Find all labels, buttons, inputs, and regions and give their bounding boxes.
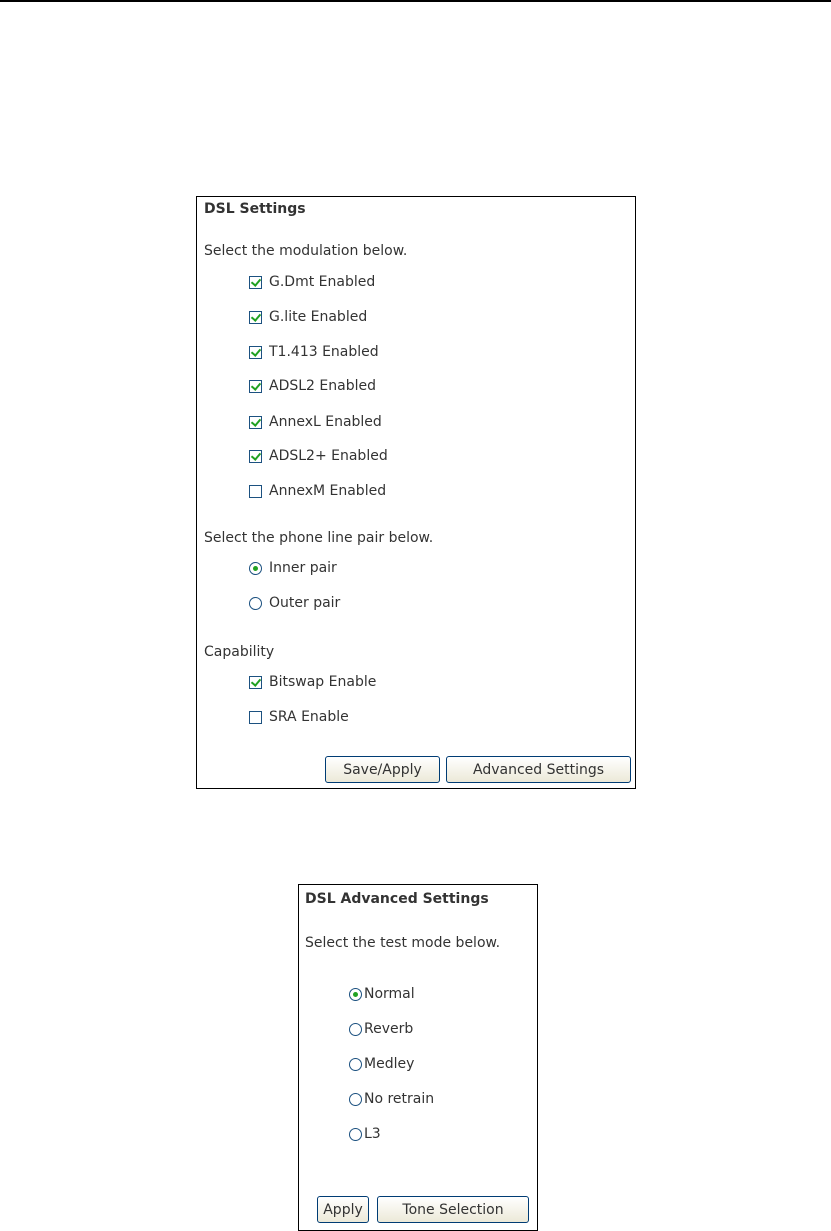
checkbox-label: G.Dmt Enabled <box>269 274 376 290</box>
capability-label: Capability <box>204 644 275 660</box>
radio-circle[interactable] <box>349 1093 362 1106</box>
checkbox-label: G.lite Enabled <box>269 309 368 325</box>
checkbox-t1413[interactable] <box>249 344 379 360</box>
radio-label: Medley <box>364 1056 415 1072</box>
radio-medley[interactable] <box>349 1056 414 1072</box>
radio-normal[interactable] <box>349 986 415 1002</box>
radio-circle[interactable] <box>349 988 362 1001</box>
checkbox-box[interactable] <box>249 416 262 429</box>
radio-circle[interactable] <box>349 1058 362 1071</box>
panel-title: DSL Advanced Settings <box>305 891 489 907</box>
radio-reverb[interactable] <box>349 1021 413 1037</box>
checkbox-label: SRA Enable <box>269 709 349 725</box>
checkbox-annexm[interactable] <box>249 483 386 499</box>
radio-label: Outer pair <box>269 595 341 611</box>
checkbox-box[interactable] <box>249 276 262 289</box>
advanced-settings-button[interactable]: Advanced Settings <box>446 756 631 783</box>
checkbox-adsl2[interactable] <box>249 378 376 394</box>
phone-pair-prompt: Select the phone line pair below. <box>204 530 434 546</box>
radio-circle[interactable] <box>349 1023 362 1036</box>
radio-circle[interactable] <box>249 562 262 575</box>
radio-outer-pair[interactable] <box>249 595 340 611</box>
dsl-advanced-settings-panel <box>298 884 538 1231</box>
checkbox-label: Bitswap Enable <box>269 674 377 690</box>
checkbox-label: ADSL2+ Enabled <box>269 448 388 464</box>
checkbox-box[interactable] <box>249 485 262 498</box>
apply-button[interactable]: Apply <box>317 1196 369 1223</box>
radio-label: L3 <box>364 1126 381 1142</box>
panel-title: DSL Settings <box>204 201 306 217</box>
radio-inner-pair[interactable] <box>249 560 337 576</box>
checkbox-glite[interactable] <box>249 309 367 325</box>
checkbox-box[interactable] <box>249 450 262 463</box>
radio-circle[interactable] <box>249 597 262 610</box>
radio-circle[interactable] <box>349 1128 362 1141</box>
top-rule <box>0 0 831 2</box>
checkbox-label: ADSL2 Enabled <box>269 378 376 394</box>
radio-label: Normal <box>364 986 415 1002</box>
checkbox-sra[interactable] <box>249 709 349 725</box>
modulation-prompt: Select the modulation below. <box>204 243 408 259</box>
checkbox-box[interactable] <box>249 346 262 359</box>
checkbox-box[interactable] <box>249 676 262 689</box>
save-apply-button[interactable]: Save/Apply <box>325 756 440 783</box>
test-mode-prompt: Select the test mode below. <box>305 935 501 951</box>
checkbox-annexl[interactable] <box>249 414 382 430</box>
checkbox-box[interactable] <box>249 380 262 393</box>
checkbox-bitswap[interactable] <box>249 674 376 690</box>
radio-label: Reverb <box>364 1021 414 1037</box>
checkbox-adsl2plus[interactable] <box>249 448 388 464</box>
checkbox-gdmt[interactable] <box>249 274 375 290</box>
radio-no-retrain[interactable] <box>349 1091 434 1107</box>
checkbox-box[interactable] <box>249 711 262 724</box>
checkbox-label: T1.413 Enabled <box>269 344 379 360</box>
dsl-settings-panel <box>196 196 636 789</box>
radio-label: Inner pair <box>269 560 337 576</box>
checkbox-label: AnnexL Enabled <box>269 414 382 430</box>
radio-label: No retrain <box>364 1091 435 1107</box>
radio-l3[interactable] <box>349 1126 381 1142</box>
checkbox-label: AnnexM Enabled <box>269 483 387 499</box>
checkbox-box[interactable] <box>249 311 262 324</box>
tone-selection-button[interactable]: Tone Selection <box>377 1196 529 1223</box>
